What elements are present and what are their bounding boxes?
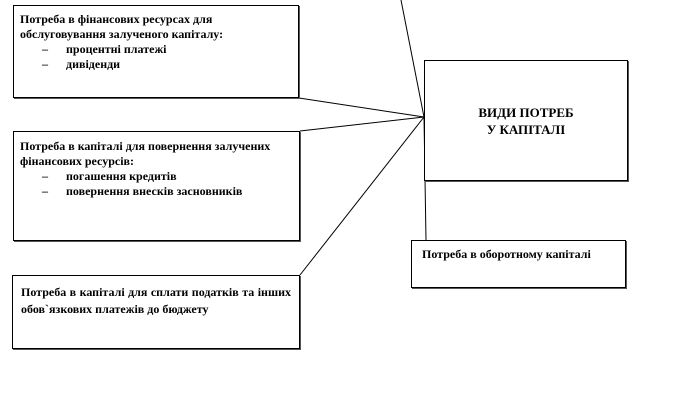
list-item: – погашення кредитів [20,169,293,184]
return-capital-box [13,131,300,241]
servicing-capital-box [13,5,299,98]
connector-top [401,0,424,117]
servicing-capital-list [20,42,292,72]
connector-return [300,117,424,131]
return-capital-list [20,169,293,199]
taxes-capital-text: Потреба в капіталі для сплати податків та інших обов`язкових платежів до бюджету [21,285,291,316]
connector-taxes [300,117,424,275]
capital-needs-center-box [424,60,628,181]
working-capital-box [411,240,626,288]
center-title-line1: ВИДИ ПОТРЕБ [478,104,574,120]
center-title-line2: У КАПІТАЛІ [486,121,566,137]
return-capital-title: Потреба в капіталі для повернення залучених фінансових ресурсів: [20,139,271,168]
center-title [478,104,573,138]
list-item: – повернення внесків засновників [20,184,293,199]
servicing-capital-title: Потреба в фінансових ресурсах для обслуговування залученого капіталу: [20,12,224,41]
list-item: – дивіденди [20,57,292,72]
list-item: – процентні платежі [20,42,292,57]
working-capital-text: Потреба в оборотному капіталі [422,247,591,261]
taxes-capital-box [12,275,300,349]
connector-servicing [299,98,424,117]
